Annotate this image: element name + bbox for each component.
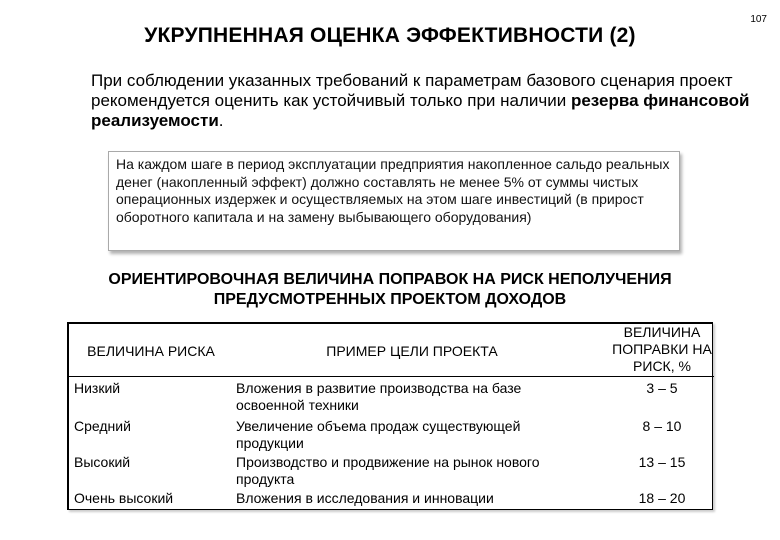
header-risk-correction: ВЕЛИЧИНА ПОПРАВКИ НА РИСК, % <box>612 324 712 374</box>
risk-correction-cell: 18 – 20 <box>638 490 686 506</box>
project-example-cell: Увеличение объема продаж существующей продукции <box>236 418 521 451</box>
intro-end: . <box>218 111 224 130</box>
intro-text: При соблюдении указанных требований к параметрам базового сценария проект рекомендуется оценить как устойчивый только при наличии <box>91 71 733 110</box>
requirement-note-text: На каждом шаге в период эксплуатации предприятия накопленное сальдо реальных денег (накопленный эффект) должно составлять не менее 5% от суммы чистых операционных издержек и осуществляемых на этом шаге инвестиций (в прирост оборотного капитала и на замену выбывающего оборудования) <box>116 156 670 225</box>
header-risk-level: ВЕЛИЧИНА РИСКА <box>87 343 215 359</box>
page-number: 107 <box>750 14 767 25</box>
project-example-cell: Вложения в исследования и инновации <box>236 490 494 506</box>
section-title <box>0 270 780 310</box>
risk-correction-cell: 8 – 10 <box>642 418 682 434</box>
header-divider <box>67 376 714 377</box>
intro-paragraph <box>91 71 751 131</box>
risk-correction-cell: 13 – 15 <box>638 454 686 470</box>
risk-level-cell: Очень высокий <box>74 490 174 506</box>
project-example-cell: Производство и продвижение на рынок нового продукта <box>236 454 540 487</box>
risk-correction-cell: 3 – 5 <box>646 380 678 396</box>
slide-title: УКРУПНЕННАЯ ОЦЕНКА ЭФФЕКТИВНОСТИ (2) <box>144 24 636 47</box>
header-project-example: ПРИМЕР ЦЕЛИ ПРОЕКТА <box>326 343 498 359</box>
risk-correction-table <box>67 322 713 510</box>
intro-bold-term: резерва финансовой реализуемости <box>91 91 750 130</box>
requirement-note-box <box>108 151 680 251</box>
section-title-line-2: ПРЕДУСМОТРЕННЫХ ПРОЕКТОМ ДОХОДОВ <box>213 291 567 308</box>
section-title-line-1: ОРИЕНТИРОВОЧНАЯ ВЕЛИЧИНА ПОПРАВОК НА РИСК НЕПОЛУЧЕНИЯ <box>108 271 672 288</box>
risk-level-cell: Низкий <box>74 380 121 396</box>
risk-level-cell: Высокий <box>74 454 131 470</box>
risk-level-cell: Средний <box>74 418 131 434</box>
project-example-cell: Вложения в развитие производства на базе освоенной техники <box>236 380 522 413</box>
